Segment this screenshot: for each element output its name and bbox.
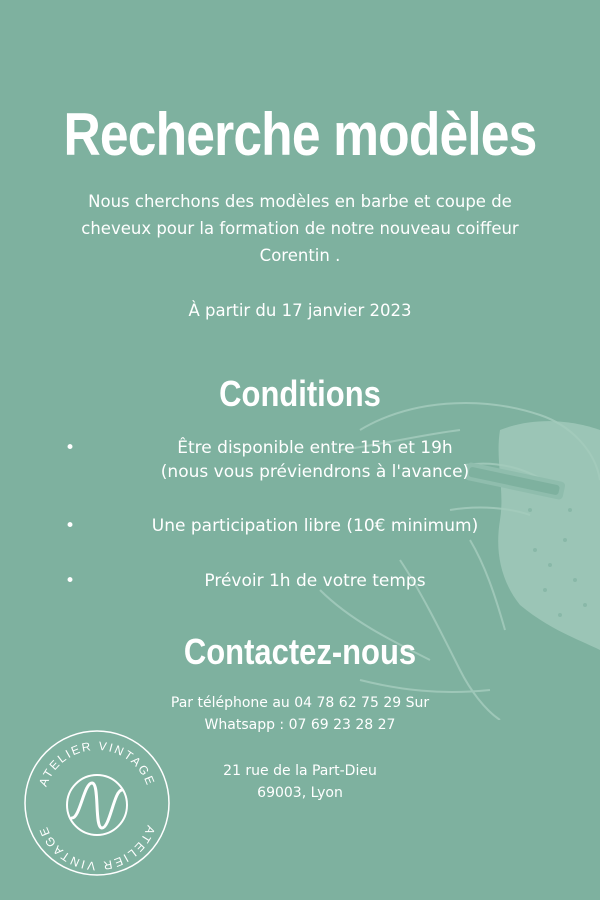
bullet-icon: •	[65, 516, 76, 536]
city-line: 69003, Lyon	[257, 785, 343, 801]
condition-text: Prévoir 1h de votre temps	[204, 571, 426, 591]
phone-line: Par téléphone au 04 78 62 75 29 Sur	[170, 695, 430, 711]
condition-text: Une participation libre (10€ minimum)	[151, 516, 479, 536]
whatsapp-line: Whatsapp : 07 69 23 28 27	[204, 717, 396, 733]
bullet-icon: •	[65, 571, 76, 591]
page-title: Recherche modèles	[63, 101, 537, 168]
svg-text:ATELIER VINTAGE	[36, 824, 158, 874]
condition-subtext: (nous vous préviendrons à l'avance)	[160, 462, 470, 482]
list-item	[60, 569, 540, 593]
svg-text:ATELIER VINTAGE	[36, 739, 158, 789]
contact-heading: Contactez-nous	[183, 631, 417, 672]
start-date: À partir du 17 janvier 2023	[188, 301, 412, 320]
conditions-heading: Conditions	[219, 373, 381, 414]
bullet-icon: •	[65, 438, 76, 458]
atelier-vintage-logo	[22, 728, 172, 878]
intro-text: Nous cherchons des modèles en barbe et coupe de cheveux pour la formation de notre nouveau coiffeur Corentin .	[81, 192, 519, 265]
logo-text-top: ATELIER VINTAGE	[36, 738, 158, 789]
street-line: 21 rue de la Part-Dieu	[223, 763, 377, 779]
list-item	[60, 436, 540, 484]
logo-text-bottom: ATELIER VINTAGE	[36, 823, 158, 874]
list-item	[60, 514, 540, 538]
condition-text: Être disponible entre 15h et 19h	[177, 438, 453, 458]
